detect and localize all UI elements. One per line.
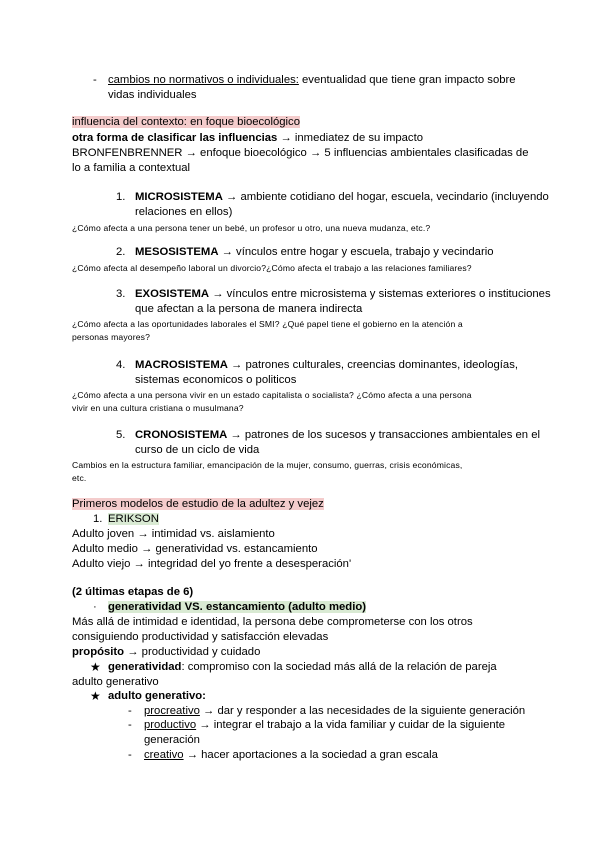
stage-line: Adulto joven → intimidad vs. aislamiento — [72, 528, 275, 540]
generatividad-term: generatividad — [108, 661, 182, 673]
system-desc: → patrones de los sucesos y transacciones ambientales en el — [227, 429, 540, 441]
list-number: 5. — [116, 429, 126, 441]
system-question: Cambios en la estructura familiar, emancipación de la mujer, consumo, guerras, crisis económicas, — [72, 460, 463, 470]
classify-rest: → inmediatez de su impacto — [277, 132, 423, 144]
list-item-creativo — [144, 748, 438, 762]
generatividad-rest: : compromiso con la sociedad más allá de la relación de pareja — [181, 661, 497, 673]
system-desc: → vínculos entre microsistema y sistemas exteriores o instituciones — [209, 288, 551, 300]
system-question: ¿Cómo afecta a las oportunidades laborales el SMI? ¿Qué papel tiene el gobierno en la atención a — [72, 319, 463, 329]
list-item-productivo — [144, 718, 505, 732]
item-dash: - — [128, 705, 132, 717]
system-name: EXOSISTEMA — [135, 288, 210, 300]
system-desc-cont: relaciones en ellos) — [135, 206, 233, 218]
system-name: MACROSISTEMA — [135, 359, 228, 371]
item-cont: generación — [144, 734, 200, 746]
star-icon: ★ — [90, 689, 101, 703]
item-dash: - — [128, 719, 132, 731]
star-icon: ★ — [90, 660, 101, 674]
system-desc: → patrones culturales, creencias dominantes, ideologías, — [227, 359, 519, 371]
heading-highlight: Primeros modelos de estudio de la adultez y vejez — [72, 498, 324, 510]
list-number: 4. — [116, 359, 126, 371]
proposito-term: propósito — [72, 646, 125, 658]
section-heading-models — [72, 497, 324, 511]
system-question-cont: etc. — [72, 473, 87, 483]
generatividad-def — [108, 660, 497, 674]
proposito-rest: → productividad y cuidado — [124, 646, 261, 658]
heading-highlight: influencia del contexto: en foque bioecológico — [72, 116, 300, 128]
list-number: 3. — [116, 288, 126, 300]
list-number: 1. — [116, 191, 126, 203]
classify-bold: otra forma de clasificar las influencias — [72, 132, 278, 144]
stages-title: (2 últimas etapas de 6) — [72, 586, 194, 598]
list-number: 1. — [93, 513, 103, 525]
list-item-procreativo — [144, 704, 525, 718]
classify-line — [72, 131, 423, 145]
system-desc-cont: curso de un ciclo de vida — [135, 444, 260, 456]
bronfenbrenner-line-2: lo a familia a contextual — [72, 162, 191, 174]
system-mesosistema — [135, 245, 494, 259]
item-rest: → dar y responder a las necesidades de la siguiente generación — [199, 705, 526, 717]
system-question: ¿Cómo afecta al desempeño laboral un divorcio?¿Cómo afecta el trabajo a las relaciones familiares? — [72, 263, 472, 273]
top-bullet-line-1 — [108, 73, 516, 87]
system-microsistema — [135, 190, 549, 204]
system-name: CRONOSISTEMA — [135, 429, 228, 441]
stage-line: Adulto viejo → integridad del yo frente a desesperación' — [72, 558, 352, 570]
bronfenbrenner-line-1: BRONFENBRENNER → enfoque bioecológico → 5 influencias ambientales clasificadas de — [72, 147, 529, 159]
top-bullet-rest: eventualidad que tiene gran impacto sobre — [298, 74, 516, 86]
system-question: ¿Cómo afecta a una persona tener un bebé, un profesor u otro, una nueva mudanza, etc.? — [72, 223, 431, 233]
item-term: productivo — [144, 719, 197, 731]
paragraph-line: consiguiendo productividad y satisfacción elevadas — [72, 631, 329, 643]
system-desc-cont: sistemas economicos o politicos — [135, 374, 297, 386]
system-macrosistema — [135, 358, 518, 372]
generatividad-cont: adulto generativo — [72, 676, 159, 688]
system-question-cont: personas mayores? — [72, 332, 151, 342]
generatividad-highlight: generatividad VS. estancamiento (adulto medio) — [108, 601, 366, 613]
item-rest: → integrar el trabajo a la vida familiar y cuidar de la siguiente — [196, 719, 506, 731]
top-bullet-term: cambios no normativos o individuales: — [108, 74, 299, 86]
erikson-highlight: ERIKSON — [108, 513, 159, 525]
bullet-dot: · — [93, 601, 97, 613]
system-desc-cont: que afectan a la persona de manera indirecta — [135, 303, 363, 315]
item-rest: → hacer aportaciones a la sociedad a gran escala — [183, 749, 438, 761]
system-question-cont: vivir en una cultura cristiana o musulmana? — [72, 403, 244, 413]
generatividad-heading — [108, 600, 366, 614]
list-number: 2. — [116, 246, 126, 258]
erikson-label — [108, 512, 159, 526]
paragraph-line: Más allá de intimidad e identidad, la persona debe comprometerse con los otros — [72, 616, 473, 628]
bullet-dash: - — [93, 74, 97, 86]
system-cronosistema — [135, 428, 540, 442]
item-dash: - — [128, 749, 132, 761]
system-desc: → vínculos entre hogar y escuela, trabajo y vecindario — [218, 246, 494, 258]
item-term: creativo — [144, 749, 184, 761]
system-desc: → ambiente cotidiano del hogar, escuela, vecindario (incluyendo — [222, 191, 549, 203]
system-name: MESOSISTEMA — [135, 246, 219, 258]
system-exosistema — [135, 287, 551, 301]
system-name: MICROSISTEMA — [135, 191, 223, 203]
top-bullet-line-2: vidas individuales — [108, 89, 197, 101]
section-heading-context — [72, 115, 300, 129]
proposito-line — [72, 645, 260, 659]
stage-line: Adulto medio → generatividad vs. estancamiento — [72, 543, 318, 555]
adulto-generativo-label: adulto generativo: — [108, 690, 206, 702]
system-question: ¿Cómo afecta a una persona vivir en un estado capitalista o socialista? ¿Cómo afecta a una persona — [72, 390, 472, 400]
item-term: procreativo — [144, 705, 200, 717]
